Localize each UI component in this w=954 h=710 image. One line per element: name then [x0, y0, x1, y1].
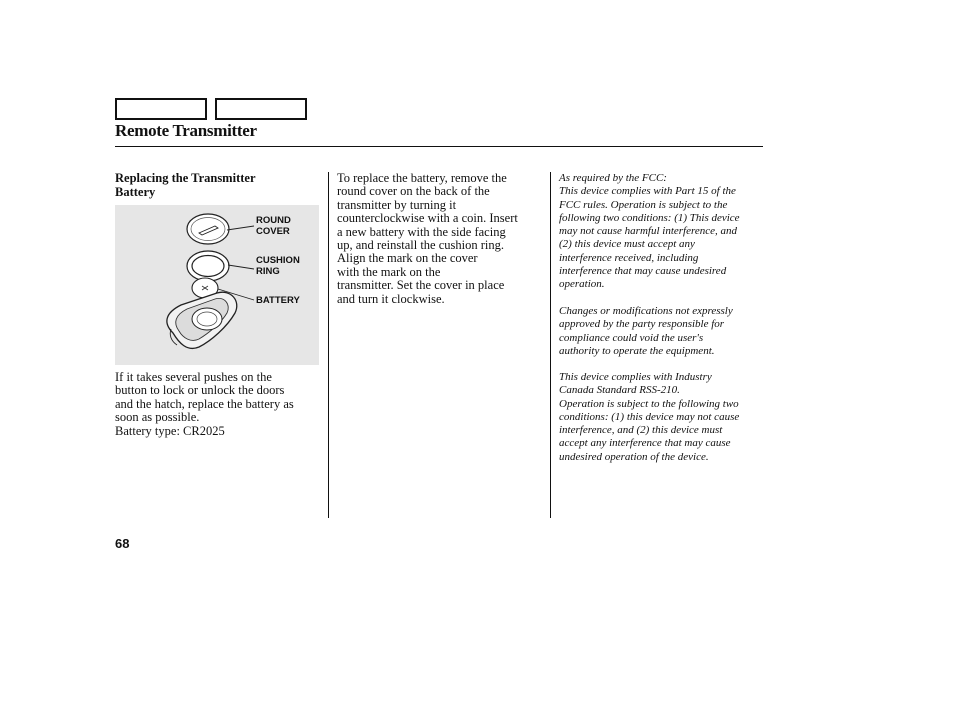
- label-battery: BATTERY: [256, 295, 300, 306]
- fcc-statement: As required by the FCC: This device complies with Part 15 of the FCC rules. Operation is subject to the following two conditions: (1) This device may not cause harmful interference, and (2) this device must accept any interference received, including interference that may cause undesired operation.: [559, 172, 740, 291]
- label-cushion-ring: CUSHION RING: [256, 255, 300, 277]
- page-title: Remote Transmitter: [115, 121, 257, 140]
- nav-box-2[interactable]: [215, 98, 307, 120]
- modification-warning: Changes or modifications not expressly approved by the party responsible for compliance could void the user's authority to operate the equipment.: [559, 305, 733, 357]
- industry-canada-statement: This device complies with Industry Canada Standard RSS-210. Operation is subject to the following two conditions: (1) this device may not cause interference, and (2) this device must accept any interference that may cause undesired operation of the device.: [559, 371, 740, 463]
- section-subheading: Replacing the Transmitter Battery: [115, 171, 256, 199]
- column-divider-2: [550, 172, 551, 518]
- battery-replacement-figure: [115, 205, 319, 365]
- replacement-instructions: To replace the battery, remove the round cover on the back of the transmitter by turning it counterclockwise with a coin. Insert a new battery with the side facing up, and reinstall the cushion ring. Align the mark on the cover with the mark on the transmitter. Set the cover in place and turn it clockwise.: [337, 171, 518, 306]
- label-round-cover: ROUND COVER: [256, 215, 291, 237]
- page-number: 68: [115, 536, 130, 551]
- nav-box-1[interactable]: [115, 98, 207, 120]
- battery-warning-text: If it takes several pushes on the button to lock or unlock the doors and the hatch, replace the battery as soon as possible. Battery type: CR2025: [115, 370, 294, 438]
- title-divider: [115, 146, 763, 147]
- column-divider-1: [328, 172, 329, 518]
